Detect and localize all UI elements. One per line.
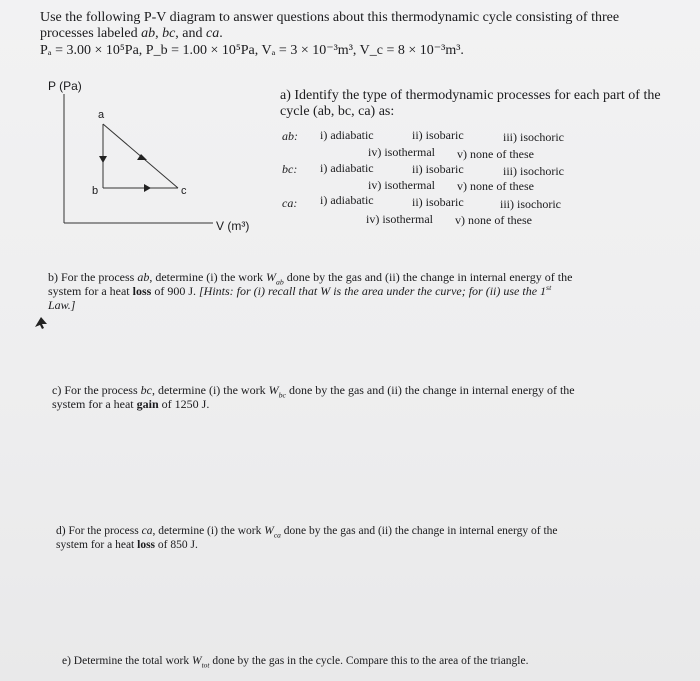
intro-label-ca: ca <box>206 26 220 41</box>
given-values: Pₐ = 3.00 × 10⁵Pa, P_b = 1.00 × 10⁵Pa, Vₐ = 3 × 10⁻³m³, V_c = 8 × 10⁻³m³. <box>40 43 464 58</box>
qd-pre: d) For the process <box>56 525 142 537</box>
qb-l2-bold: loss <box>132 284 152 298</box>
row-ca-opt1: i) adiabatic <box>320 193 374 207</box>
point-c-label: c <box>181 185 187 197</box>
row-ab-opt1: i) adiabatic <box>320 128 374 142</box>
qb-wsub: ab <box>275 277 284 287</box>
qe-w: W <box>191 655 202 667</box>
question-c-line-2 <box>52 397 209 411</box>
intro-sep-1: , <box>155 26 163 41</box>
row-ab-label: ab: <box>282 129 298 143</box>
qd-wsub: ca <box>273 530 281 540</box>
row-bc-opt5: v) none of these <box>457 179 534 193</box>
question-a-prompt-2: cycle (ab, bc, ca) as: <box>280 104 395 119</box>
question-b-line-1 <box>48 270 573 287</box>
qc-wsub: bc <box>278 390 286 400</box>
question-d-line-2 <box>56 538 198 552</box>
qc-l2-bold: gain <box>136 397 159 411</box>
qd-mid: , determine (i) the work <box>152 525 265 537</box>
qb-l3: Law.] <box>48 298 76 312</box>
qb-l2-mid: of 900 J. <box>151 284 199 298</box>
row-ca-opt3: iii) isochoric <box>500 197 561 211</box>
intro-line-1: Use the following P-V diagram to answer questions about this thermodynamic cycle consisting of three <box>40 10 620 25</box>
row-bc-opt3: iii) isochoric <box>503 164 564 178</box>
row-ab-opt4: iv) isothermal <box>368 145 435 159</box>
arrow-bc-icon <box>144 184 151 192</box>
row-ab-opt5: v) none of these <box>457 147 534 161</box>
qc-pre: c) For the process <box>52 383 141 397</box>
qc-l2-pre: system for a heat <box>52 397 137 411</box>
row-ab-opt3: iii) isochoric <box>503 130 564 144</box>
qd-l2-pre: system for a heat <box>56 539 138 551</box>
qd-l2-post: of 850 J. <box>155 539 198 551</box>
row-ca-opt5: v) none of these <box>455 213 532 227</box>
point-b-label: b <box>92 185 99 197</box>
qb-w: W <box>265 270 276 284</box>
qb-l2-pre: system for a heat <box>48 284 133 298</box>
qb-l2-sup: st <box>546 283 552 292</box>
point-a-label: a <box>98 109 105 121</box>
intro-line-2 <box>40 26 223 42</box>
intro-label-ab: ab <box>141 26 156 41</box>
qb-mid: , determine (i) the work <box>149 270 266 284</box>
row-bc-label: bc: <box>282 162 298 176</box>
qd-post: done by the gas and (ii) the change in internal energy of the <box>280 525 558 537</box>
question-e-line <box>62 654 528 668</box>
p-axis-label: P (Pa) <box>48 79 82 93</box>
question-c-line-1 <box>52 383 575 400</box>
qd-w: W <box>264 525 274 537</box>
qc-post: done by the gas and (ii) the change in internal energy of the <box>285 383 575 397</box>
arrow-ab-icon <box>99 156 107 163</box>
intro-label-bc: bc <box>162 26 176 41</box>
row-bc-opt1: i) adiabatic <box>320 161 374 175</box>
row-ca-opt4: iv) isothermal <box>366 212 433 226</box>
qc-l2-post: of 1250 J. <box>158 397 210 411</box>
qd-l2-bold: loss <box>137 539 156 551</box>
row-ab-opt2: ii) isobaric <box>412 128 464 142</box>
question-b-line-3 <box>48 298 75 312</box>
row-ca-label: ca: <box>282 196 298 210</box>
qb-post: done by the gas and (ii) the change in internal energy of the <box>283 270 573 284</box>
qb-ab: ab <box>137 270 150 284</box>
question-b-line-2 <box>48 284 551 298</box>
pv-diagram <box>48 78 278 238</box>
qc-bc: bc <box>140 383 152 397</box>
question-a-prompt-1: a) Identify the type of thermodynamic processes for each part of the <box>280 88 661 103</box>
qd-ca: ca <box>141 525 153 537</box>
qb-pre: b) For the process <box>48 270 138 284</box>
qb-l2-hint: [Hints: for (i) recall that W is the area under the curve; for (ii) use the 1 <box>199 284 547 298</box>
question-d-line-1 <box>56 524 558 538</box>
qe-pre: e) Determine the total work <box>62 655 192 667</box>
qc-mid: , determine (i) the work <box>151 383 269 397</box>
intro-line-2-pre: processes labeled <box>40 26 142 41</box>
qc-w: W <box>268 383 279 397</box>
v-axis-label: V (m³) <box>216 219 250 233</box>
qe-post: done by the gas in the cycle. Compare this to the area of the triangle. <box>209 655 529 667</box>
row-ca-opt2: ii) isobaric <box>412 195 464 209</box>
row-bc-opt2: ii) isobaric <box>412 162 464 176</box>
qe-wsub: tot <box>201 660 210 670</box>
intro-and: , and <box>175 26 207 41</box>
mouse-cursor-icon <box>34 316 48 330</box>
row-bc-opt4: iv) isothermal <box>368 178 435 192</box>
intro-end: . <box>219 26 223 41</box>
